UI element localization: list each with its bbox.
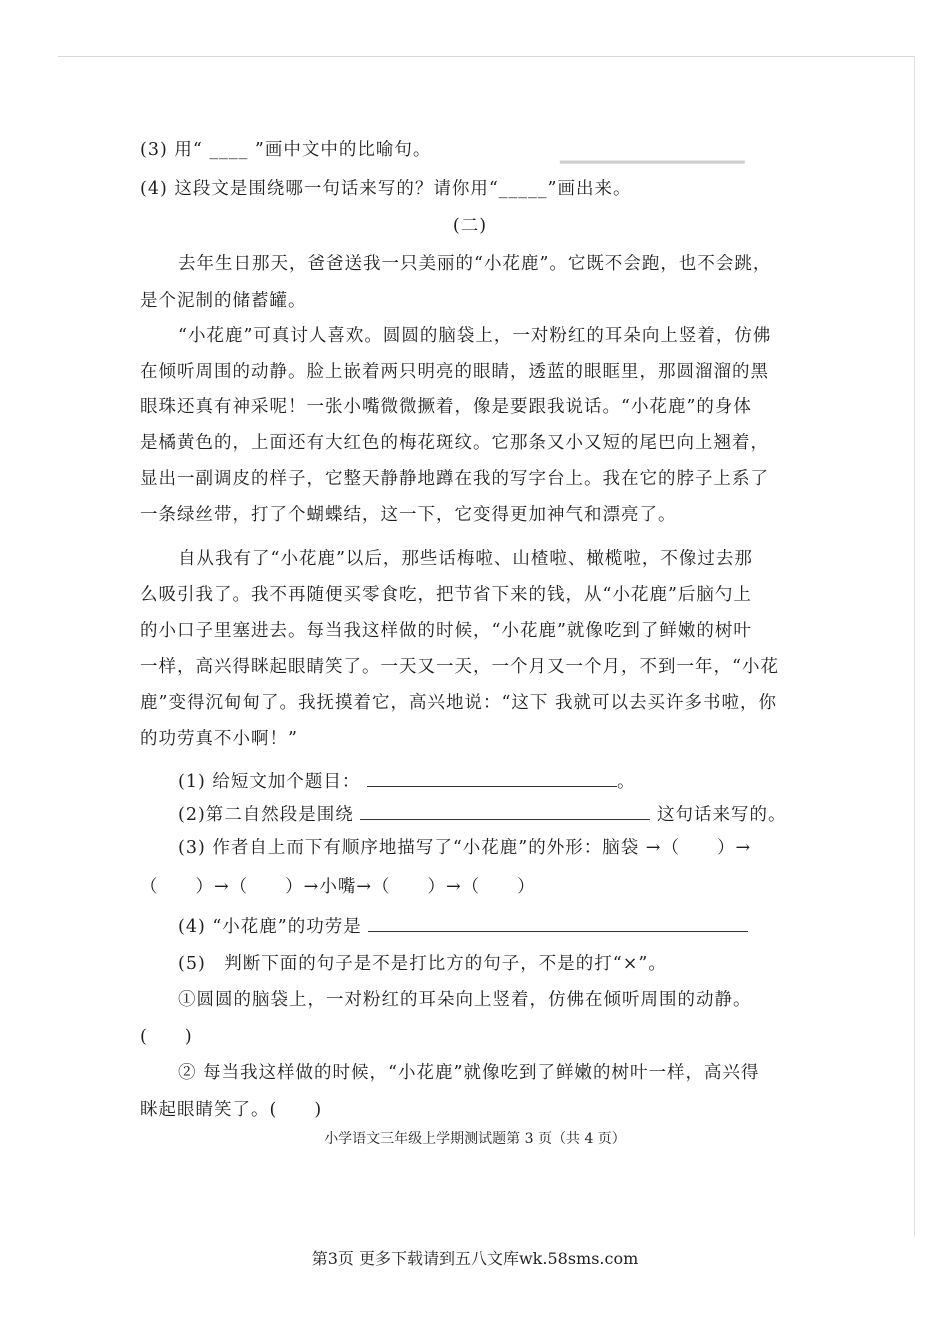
sentence-1-answer[interactable]: ( ) [140,1027,193,1047]
bleed-through: ▔▔▔▔▔▔▔▔▔▔▔▔ [560,140,745,164]
merit-answer-blank[interactable] [368,914,748,933]
passage-line: 去年生日那天，爸爸送我一只美丽的“小花鹿”。它既不会跑，也不会跳， [178,254,772,274]
question-4-text: (4) “小花鹿”的功劳是 [178,917,362,937]
passage-line: 是个泥制的储蓄罐。 [140,291,307,311]
question-4 [178,913,838,938]
question-1: (1) 给短文加个题目： 。 [178,768,838,793]
question-3-line-2: （ ）→（ ）→小嘴→（ ）→（ ） [140,877,536,897]
question-5: (5) 判断下面的句子是不是打比方的句子，不是的打“×”。 [178,954,667,974]
sentence-2-line-1: ② 每当我这样做的时候，“小花鹿”就像吃到了鲜嫩的树叶一样，高兴得 [178,1063,760,1083]
passage-line: 一条绿丝带，打了个蝴蝶结，这一下，它变得更加神气和漂亮了。 [140,505,677,525]
passage-line: 么吸引我了。我不再随便买零食吃，把节省下来的钱，从“小花鹿”后脑勺上 [140,585,752,605]
passage-line: “小花鹿”可真讨人喜欢。圆圆的脑袋上，一对粉红的耳朵向上竖着，仿佛 [178,326,772,346]
watermark-text: 第3页 更多下载请到五八文库wk.58sms.com [311,1249,639,1268]
passage-line: 鹿”变得沉甸甸了。我抚摸着它，高兴地说：“这下 我就可以去买许多书啦，你 [140,693,777,713]
passage-heading: (二) [452,216,488,236]
question-1-text: (1) 给短文加个题目： [178,772,361,792]
passage-line: 的小口子里塞进去。每当我这样做的时候，“小花鹿”就像吃到了鲜嫩的树叶 [140,621,752,641]
passage-line: 是橘黄色的，上面还有大红色的梅花斑纹。它那条又小又短的尾巴向上翘着， [140,433,769,453]
passage-line: 眼珠还真有神采呢！一张小嘴微微撅着，像是要跟我说话。“小花鹿”的身体 [140,397,752,417]
passage-line: 的功劳真不小啊！” [140,729,298,749]
question-3-top: (3) 用“ ____ ”画中文中的比喻句。 [140,140,432,160]
sentence-2-line-2: 眯起眼睛笑了。( ) [140,1100,323,1120]
question-3-line-1: (3) 作者自上而下有顺序地描写了“小花鹿”的外形：脑袋 →（ ）→ [178,838,752,858]
sentence-1: ①圆圆的脑袋上，一对粉红的耳朵向上竖着，仿佛在倾听周围的动静。 [178,990,752,1010]
question-2-text-b: 这句话来写的。 [656,805,787,825]
passage-line: 自从我有了“小花鹿”以后，那些话梅啦、山楂啦、橄榄啦，不像过去那 [178,549,753,569]
sentence-answer-blank[interactable] [360,802,650,821]
title-answer-blank[interactable] [367,769,617,788]
page-number-footer: 小学语文三年级上学期测试题第 3 页（共 4 页） [324,1131,626,1147]
passage-line: 在倾听周围的动静。脸上嵌着两只明亮的眼睛，透蓝的眼眶里，那圆溜溜的黑 [140,362,769,382]
passage-line: 显出一副调皮的样子，它整天静静地蹲在我的写字台上。我在它的脖子上系了 [140,469,769,489]
question-2-text-a: (2)第二自然段是围绕 [178,805,354,825]
question-2 [178,801,838,826]
passage-line: 一样，高兴得眯起眼睛笑了。一天又一天，一个月又一个月，不到一年，“小花 [140,657,779,677]
question-4-top: (4) 这段文是围绕哪一句话来写的？请你用“_____”画出来。 [140,179,632,199]
